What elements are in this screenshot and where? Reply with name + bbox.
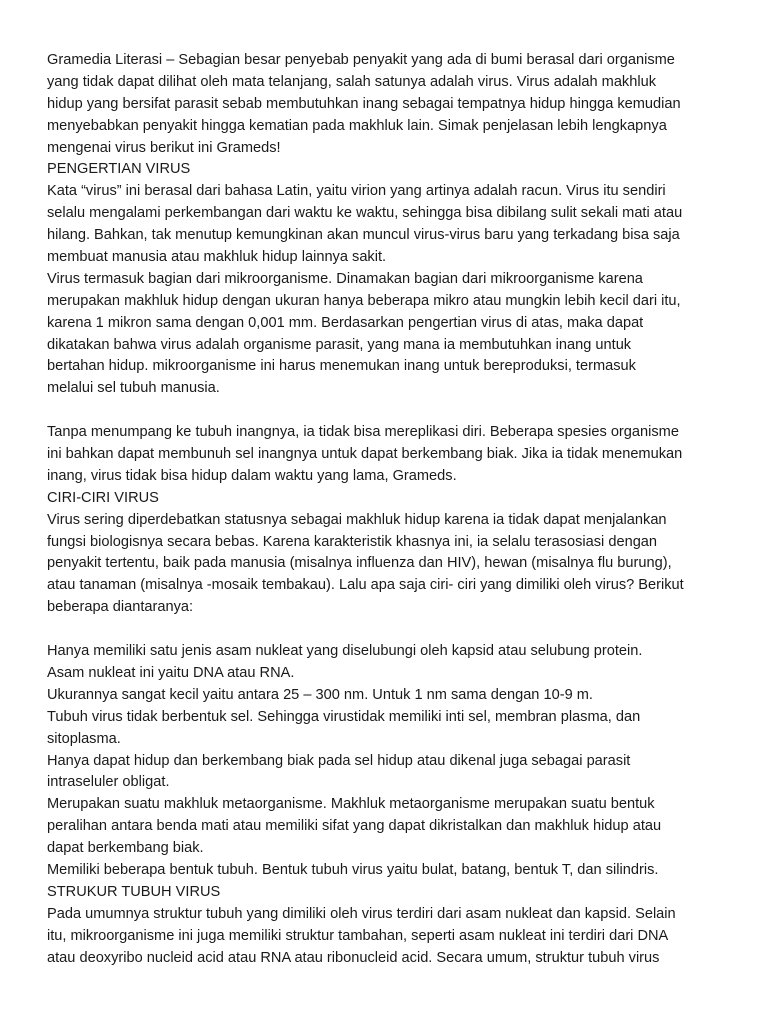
list-item: sitoplasma. <box>47 730 121 747</box>
text-line: Tanpa menumpang ke tubuh inangnya, ia tidak bisa mereplikasi diri. Beberapa spesies organisme <box>47 424 679 441</box>
text-line: atau tanaman (misalnya -mosaik tembakau). Lalu apa saja ciri- ciri yang dimiliki oleh virus? Berikut <box>47 577 684 594</box>
list-item: peralihan antara benda mati atau memiliki sifat yang dapat dikristalkan dan makhluk hidup atau <box>47 818 662 835</box>
text-line: merupakan makhluk hidup dengan ukuran hanya beberapa mikro atau mungkin lebih kecil dari itu, <box>47 292 681 309</box>
text-line: Virus termasuk bagian dari mikroorganisme. Dinamakan bagian dari mikroorganisme karena <box>47 270 643 287</box>
text-line: hilang. Bahkan, tak menutup kemungkinan akan muncul virus-virus baru yang terkadang bisa saja <box>47 227 680 244</box>
list-item: Hanya dapat hidup dan berkembang biak pada sel hidup atau dikenal juga sebagai parasit <box>47 752 631 769</box>
text-line: atau deoxyribo nucleid acid atau RNA atau ribonucleid acid. Secara umum, struktur tubuh virus <box>47 949 660 966</box>
intro-paragraph <box>47 50 737 159</box>
ciri-paragraph-1 <box>47 510 737 619</box>
text-line: hidup yang bersifat parasit sebab membutuhkan inang sebagai tempatnya hidup hingga kemudian <box>47 95 681 112</box>
ciri-list <box>47 641 737 882</box>
list-item: Hanya memiliki satu jenis asam nukleat yang diselubungi oleh kapsid atau selubung protein. <box>47 643 643 660</box>
text-line: selalu mengalami perkembangan dari waktu ke waktu, sehingga bisa dibilang sulit sekali mati atau <box>47 205 683 222</box>
text-line: itu, mikroorganisme ini juga memiliki struktur tambahan, seperti asam nukleat ini terdiri dari DNA <box>47 927 669 944</box>
text-line: Kata “virus” ini berasal dari bahasa Latin, yaitu virion yang artinya adalah racun. Virus itu sendiri <box>47 183 666 200</box>
text-line: Virus sering diperdebatkan statusnya sebagai makhluk hidup karena ia tidak dapat menjalankan <box>47 511 667 528</box>
pengertian-paragraph-1 <box>47 181 737 269</box>
text-line: fungsi biologisnya secara bebas. Karena karakteristik khasnya ini, ia selalu terasosiasi dengan <box>47 533 658 550</box>
text-line: inang, virus tidak bisa hidup dalam waktu yang lama, Grameds. <box>47 467 457 484</box>
list-item: Memiliki beberapa bentuk tubuh. Bentuk tubuh virus yaitu bulat, batang, bentuk T, dan silindris. <box>47 861 659 878</box>
section-heading-struktur: STRUKUR TUBUH VIRUS <box>47 883 221 900</box>
text-line: membuat manusia atau makhluk hidup lainnya sakit. <box>47 249 387 266</box>
text-line: ini bahkan dapat membunuh sel inangnya untuk dapat berkembang biak. Jika ia tidak menemukan <box>47 446 683 463</box>
text-line: Pada umumnya struktur tubuh yang dimiliki oleh virus terdiri dari asam nukleat dan kapsid. Selain <box>47 905 676 922</box>
list-item: Ukurannya sangat kecil yaitu antara 25 – 300 nm. Untuk 1 nm sama dengan 10-9 m. <box>47 686 593 703</box>
pengertian-paragraph-2 <box>47 269 737 400</box>
paragraph-spacer <box>47 619 737 641</box>
list-item: intraseluler obligat. <box>47 774 170 791</box>
list-item: Asam nukleat ini yaitu DNA atau RNA. <box>47 664 295 681</box>
text-line: penyakit tertentu, baik pada manusia (misalnya influenza dan HIV), hewan (misalnya flu burung), <box>47 555 672 572</box>
text-line: melalui sel tubuh manusia. <box>47 380 220 397</box>
section-heading-pengertian: PENGERTIAN VIRUS <box>47 161 191 178</box>
list-item: Tubuh virus tidak berbentuk sel. Sehingga virustidak memiliki inti sel, membran plasma, dan <box>47 708 641 725</box>
text-line: dikatakan bahwa virus adalah organisme parasit, yang mana ia membutuhkan inang untuk <box>47 336 632 353</box>
text-line: beberapa diantaranya: <box>47 599 194 616</box>
section-heading-ciri: CIRI-CIRI VIRUS <box>47 489 159 506</box>
paragraph-spacer <box>47 400 737 422</box>
text-line: karena 1 mikron sama dengan 0,001 mm. Berdasarkan pengertian virus di atas, maka dapat <box>47 314 644 331</box>
text-line: bertahan hidup. mikroorganisme ini harus menemukan inang untuk bereproduksi, termasuk <box>47 358 636 375</box>
struktur-paragraph-1 <box>47 904 737 970</box>
list-item: Merupakan suatu makhluk metaorganisme. Makhluk metaorganisme merupakan suatu bentuk <box>47 796 655 813</box>
text-line: yang tidak dapat dilihat oleh mata telanjang, salah satunya adalah virus. Virus adalah makhluk <box>47 73 657 90</box>
text-line: menyebabkan penyakit hingga kematian pada makhluk lain. Simak penjelasan lebih lengkapnya <box>47 117 667 134</box>
text-line: mengenai virus berikut ini Grameds! <box>47 139 281 156</box>
pengertian-paragraph-3 <box>47 422 737 488</box>
text-line: Gramedia Literasi – Sebagian besar penyebab penyakit yang ada di bumi berasal dari organisme <box>47 52 675 68</box>
document-page <box>47 50 737 969</box>
list-item: dapat berkembang biak. <box>47 840 204 857</box>
